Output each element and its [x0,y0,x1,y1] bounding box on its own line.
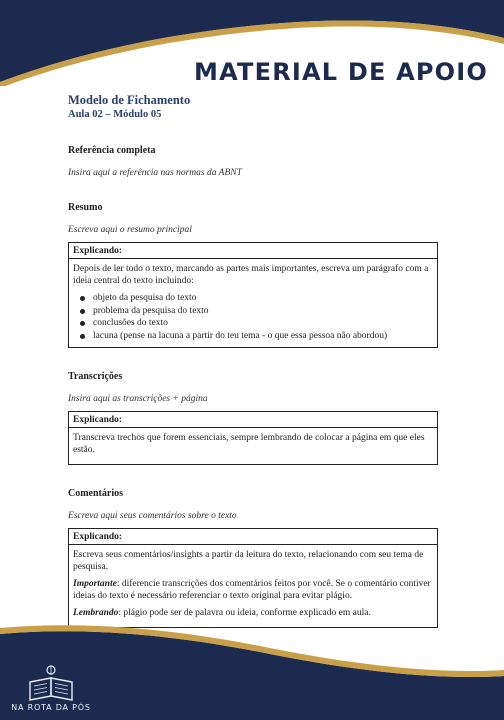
list-item: conclusões do texto [93,317,433,330]
transcricoes-heading: Transcrições [68,371,123,382]
list-item: lacuna (pense na lacuna a partir do teu tema - o que essa pessoa não abordou) [93,330,433,343]
lembrando-label: Lembrando [73,608,119,618]
transcricoes-explanation-box [68,411,438,465]
importante-text: : diferencie transcrições dos comentários feitos por você. Se o comentário contiver ideias do texto é necessário referenciar o texto original para evitar plágio. [73,579,431,601]
comentarios-explanation-box [68,528,438,628]
resumo-explanation-box [68,242,438,348]
referencia-placeholder: Insira aqui a referência nas normas da ABNT [68,168,242,178]
transcricoes-text: Transcreva trechos que forem essenciais, sempre lembrando de colocar a página em que eles estão. [73,433,425,455]
resumo-bullet-list [73,292,433,342]
importante-label: Importante [73,579,117,589]
resumo-box-title: Explicando: [69,243,437,259]
list-item: objeto da pesquisa do texto [93,292,433,305]
comentarios-placeholder: Escreva aqui seus comentários sobre o texto [68,511,237,521]
resumo-heading: Resumo [68,202,103,213]
comentarios-text: Escreva seus comentários/insights a partir da leitura do texto, relacionando com seu tema de pesquisa. [73,550,424,572]
comentarios-heading: Comentários [68,488,123,499]
resumo-intro-text: Depois de ler todo o texto, marcando as partes mais importantes, escreva um parágrafo com a ideia central do texto incluindo: [73,264,429,286]
document-title: Modelo de Fichamento [68,93,191,107]
material-de-apoio-banner: MATERIAL DE APOIO [194,58,488,86]
list-item: problema da pesquisa do texto [93,305,433,318]
importante-note [73,578,433,602]
lembrando-text: : plágio pode ser de palavra ou ideia, conforme explicado em aula. [118,608,371,618]
resumo-placeholder: Escreva aqui o resumo principal [68,225,192,235]
comentarios-box-title: Explicando: [69,529,437,545]
transcricoes-box-title: Explicando: [69,412,437,428]
referencia-heading: Referência completa [68,145,156,156]
document-body [68,93,438,628]
transcricoes-placeholder: Insira aqui as transcrições + página [68,394,208,404]
document-subtitle: Aula 02 – Módulo 05 [68,109,162,120]
brand-name: NA ROTA DA PÓS [11,703,91,712]
